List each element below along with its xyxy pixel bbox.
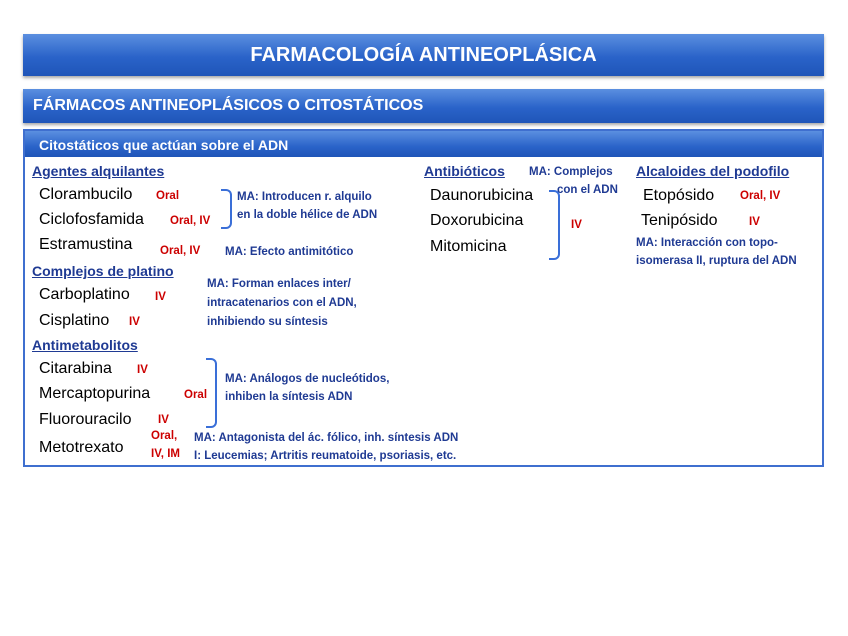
drug-clorambucilo: Clorambucilo bbox=[39, 186, 133, 203]
route-fluorouracilo: IV bbox=[158, 414, 169, 426]
route-teniposido: IV bbox=[749, 216, 760, 228]
brace-alquilantes bbox=[221, 189, 232, 229]
drug-doxorubicina: Doxorubicina bbox=[430, 212, 524, 229]
drug-teniposido: Tenipósido bbox=[641, 212, 718, 229]
page-title: FARMACOLOGÍA ANTINEOPLÁSICA bbox=[23, 34, 824, 76]
route-metotrexato-l2: IV, IM bbox=[151, 448, 180, 460]
ma-antimetabolitos-l1: MA: Análogos de nucleótidos, bbox=[225, 373, 390, 385]
drug-fluorouracilo: Fluorouracilo bbox=[39, 411, 132, 428]
heading-platino: Complejos de platino bbox=[32, 263, 174, 279]
ma-metotrexato-l1: MA: Antagonista del ác. fólico, inh. síntesis ADN bbox=[194, 432, 459, 444]
heading-alcaloides: Alcaloides del podofilo bbox=[636, 163, 790, 179]
ma-platino-l1: MA: Forman enlaces inter/ bbox=[207, 278, 351, 290]
section-title: FÁRMACOS ANTINEOPLÁSICOS O CITOSTÁTICOS bbox=[23, 89, 824, 123]
route-clorambucilo: Oral bbox=[156, 190, 180, 202]
drug-metotrexato: Metotrexato bbox=[39, 439, 124, 456]
drug-ciclofosfamida: Ciclofosfamida bbox=[39, 211, 144, 228]
ma-alcaloides-l2: isomerasa II, ruptura del ADN bbox=[636, 255, 797, 267]
ma-platino-l2: intracatenarios con el ADN, bbox=[207, 297, 357, 309]
box-header: Citostáticos que actúan sobre el ADN bbox=[25, 131, 822, 157]
ma-alcaloides-l1: MA: Interacción con topo- bbox=[636, 237, 778, 249]
drug-daunorubicina: Daunorubicina bbox=[430, 187, 534, 204]
brace-antimetabolitos bbox=[206, 358, 217, 428]
heading-antibioticos: Antibióticos bbox=[424, 163, 505, 179]
ma-antibioticos-l2: con el ADN bbox=[557, 184, 618, 196]
drug-carboplatino: Carboplatino bbox=[39, 286, 130, 303]
drug-estramustina: Estramustina bbox=[39, 236, 133, 253]
heading-antimetabolitos: Antimetabolitos bbox=[32, 337, 138, 353]
route-estramustina: Oral, IV bbox=[160, 245, 201, 257]
route-mercaptopurina: Oral bbox=[184, 389, 208, 401]
route-carboplatino: IV bbox=[155, 291, 166, 303]
drug-mitomicina: Mitomicina bbox=[430, 238, 507, 255]
route-etoposido: Oral, IV bbox=[740, 190, 781, 202]
drug-cisplatino: Cisplatino bbox=[39, 312, 110, 329]
drug-mercaptopurina: Mercaptopurina bbox=[39, 385, 151, 402]
ma-alquilantes-l1: MA: Introducen r. alquilo bbox=[237, 191, 372, 203]
ma-alquilantes-l2: en la doble hélice de ADN bbox=[237, 209, 378, 221]
ma-metotrexato-l2: I: Leucemias; Artritis reumatoide, psoriasis, etc. bbox=[194, 450, 457, 462]
route-citarabina: IV bbox=[137, 364, 148, 376]
heading-alquilantes: Agentes alquilantes bbox=[32, 163, 165, 179]
ma-antibioticos-l1: MA: Complejos bbox=[529, 166, 613, 178]
route-antibioticos: IV bbox=[571, 219, 582, 231]
content-box bbox=[23, 129, 824, 467]
ma-platino-l3: inhibiendo su síntesis bbox=[207, 316, 328, 328]
drug-etoposido: Etopósido bbox=[643, 187, 715, 204]
ma-antimetabolitos-l2: inhiben la síntesis ADN bbox=[225, 391, 353, 403]
ma-estramustina: MA: Efecto antimitótico bbox=[225, 246, 354, 258]
route-cisplatino: IV bbox=[129, 316, 140, 328]
drug-citarabina: Citarabina bbox=[39, 360, 112, 377]
brace-antibioticos bbox=[549, 190, 560, 260]
route-ciclofosfamida: Oral, IV bbox=[170, 215, 211, 227]
route-metotrexato-l1: Oral, bbox=[151, 430, 178, 442]
